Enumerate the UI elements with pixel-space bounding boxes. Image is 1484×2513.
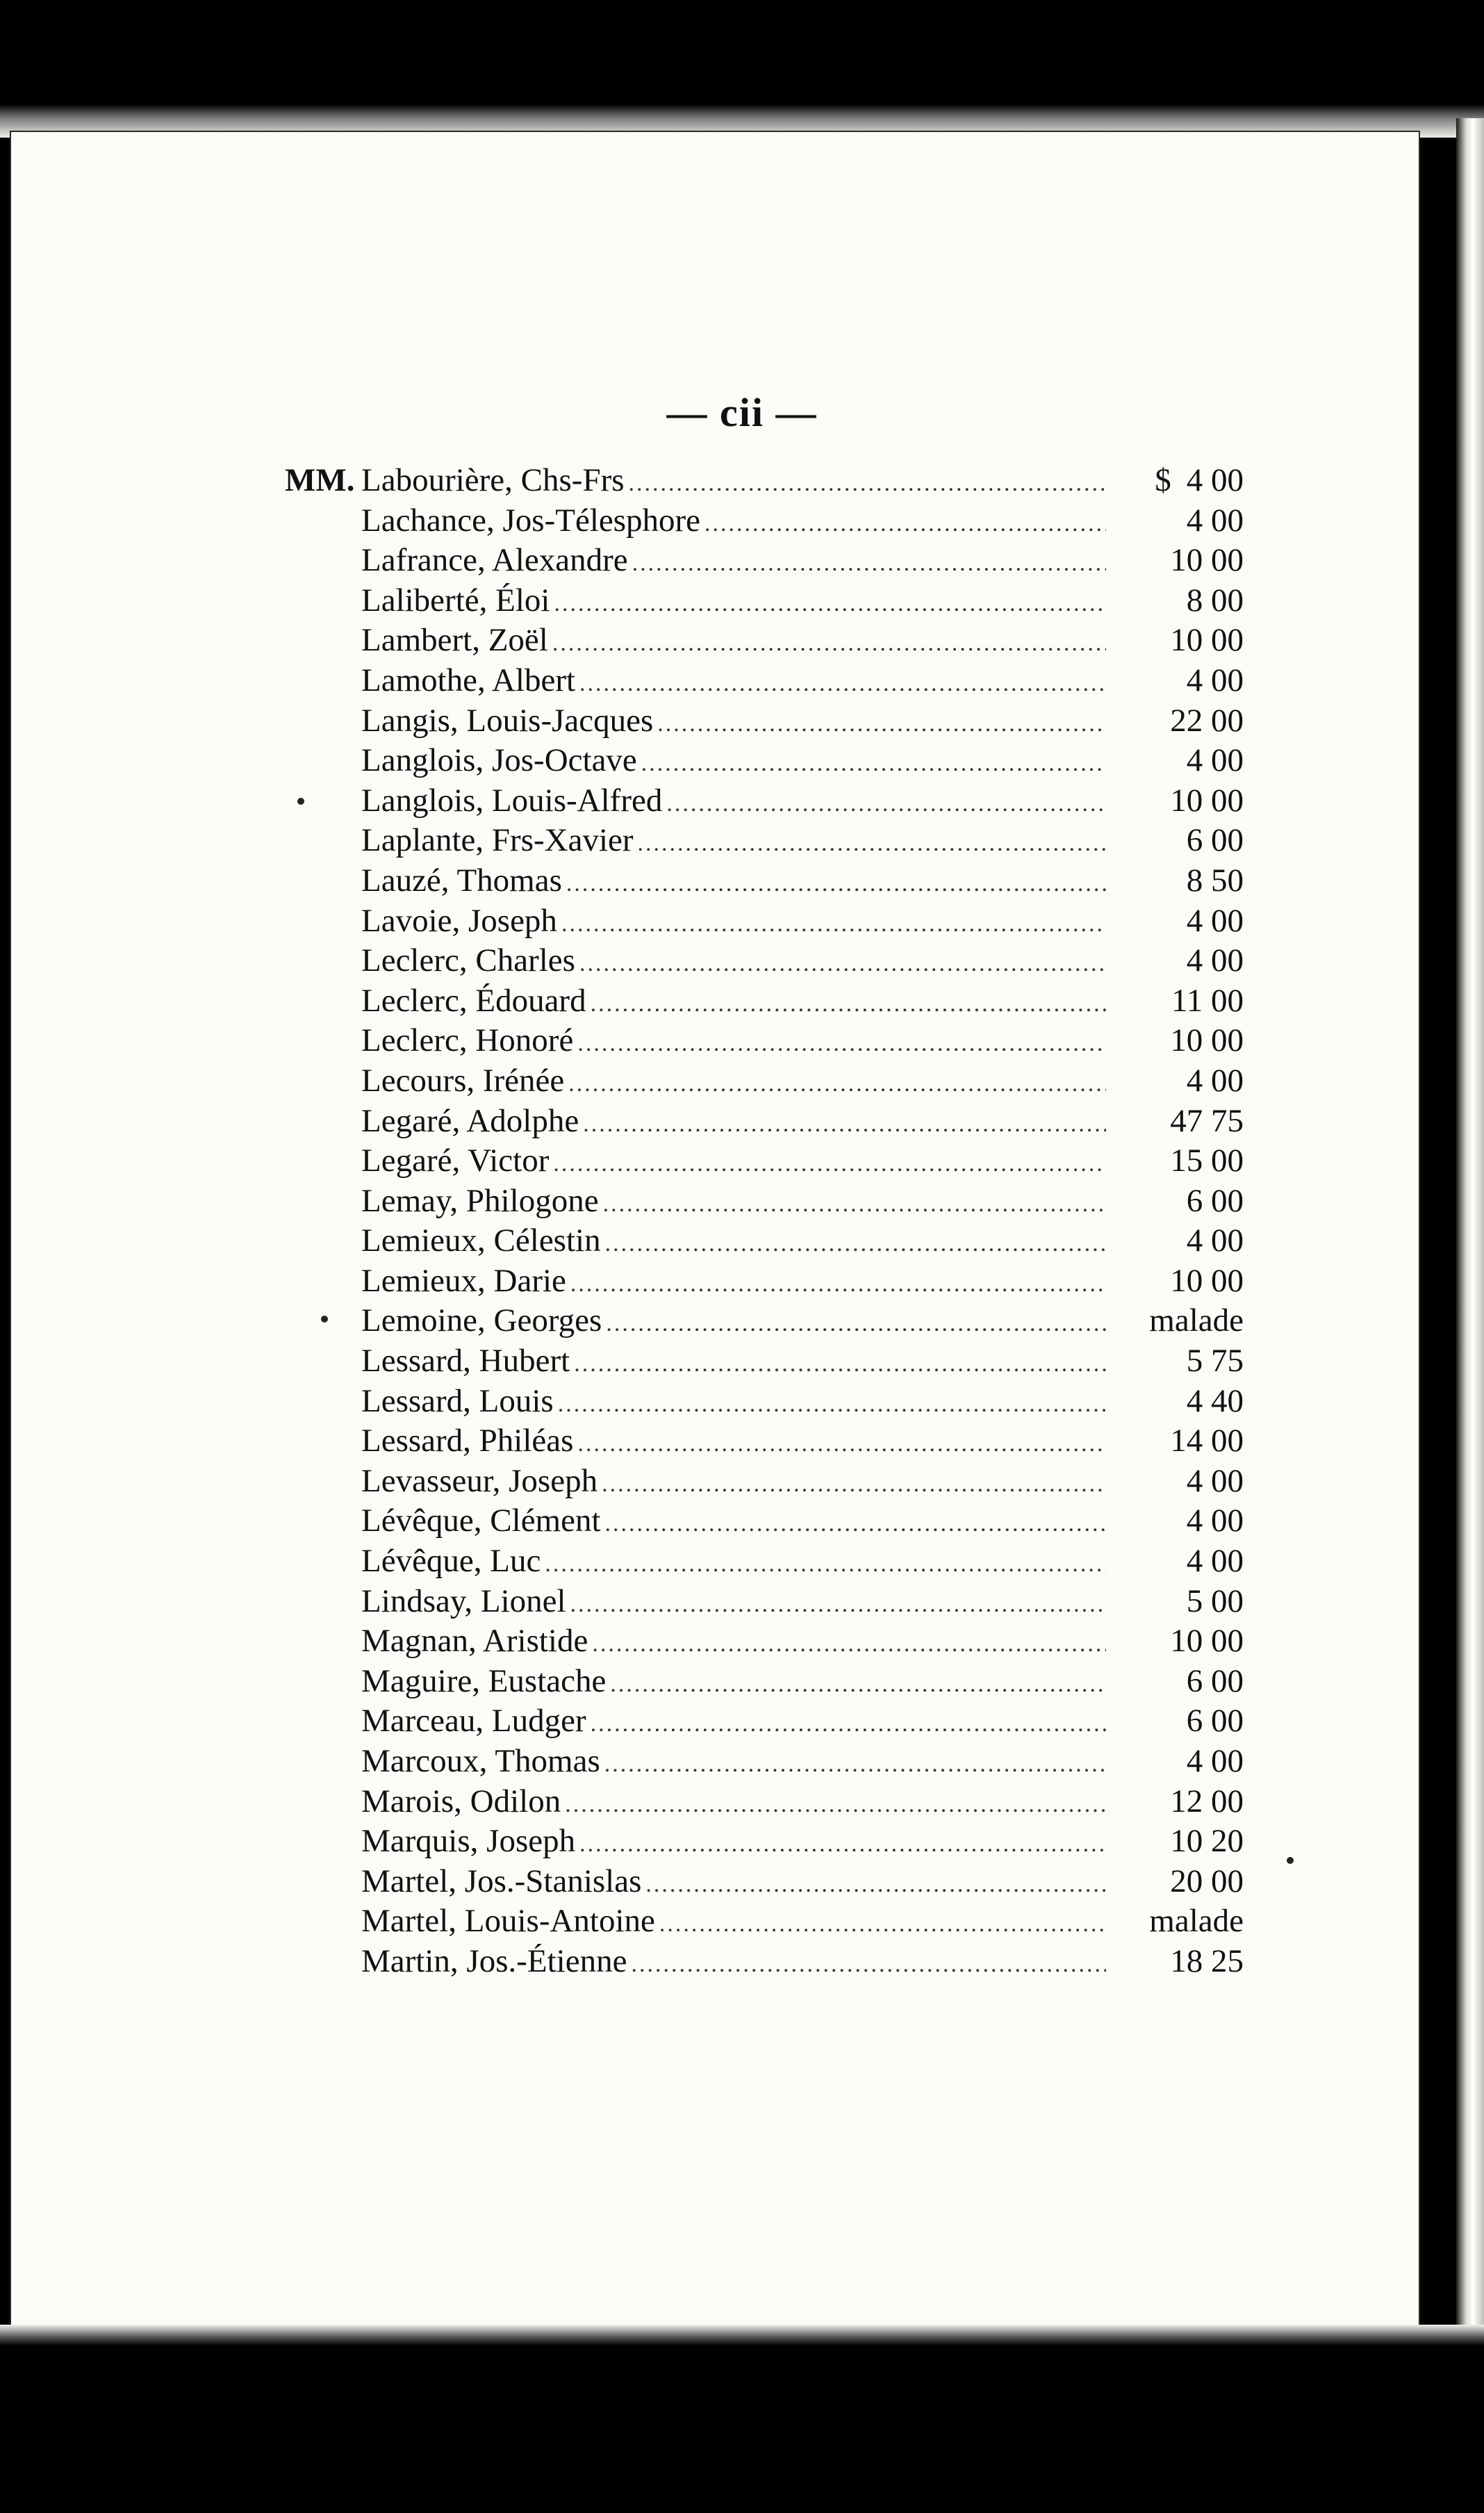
subscriber-name: Lavoie, Joseph	[361, 902, 557, 939]
list-item	[285, 1742, 1244, 1783]
subscriber-name: Lachance, Jos-Télesphore	[361, 502, 701, 539]
list-item	[285, 1582, 1244, 1623]
dot-leader	[577, 1031, 1106, 1057]
subscription-amount: 10 00	[1170, 1262, 1244, 1299]
dot-leader	[604, 1751, 1106, 1778]
dot-leader	[638, 830, 1106, 857]
dot-leader	[583, 1111, 1106, 1138]
subscription-amount: 4 00	[1186, 1222, 1244, 1259]
subscription-amount: 14 00	[1170, 1423, 1244, 1459]
list-item	[285, 862, 1244, 902]
dot-leader	[591, 991, 1106, 1017]
dot-leader	[570, 1591, 1106, 1618]
list-item	[285, 1222, 1244, 1262]
list-item	[285, 1662, 1244, 1703]
subscriber-name: Leclerc, Édouard	[361, 982, 586, 1019]
dot-leader	[666, 791, 1106, 817]
subscriber-name: Lessard, Louis	[361, 1382, 554, 1419]
subscriber-name: Laplante, Frs-Xavier	[361, 822, 634, 859]
subscriber-list	[285, 461, 1244, 1983]
subscription-amount: malade	[1149, 1903, 1244, 1940]
list-item	[285, 1462, 1244, 1503]
subscriber-name: Langlois, Jos-Octave	[361, 742, 637, 779]
subscription-amount	[1106, 461, 1244, 499]
subscription-amount: 6 00	[1186, 1182, 1244, 1219]
dot-leader	[553, 1151, 1106, 1177]
list-item	[285, 582, 1244, 622]
subscription-amount: 10 20	[1170, 1823, 1244, 1860]
subscription-amount: 18 25	[1170, 1942, 1244, 1979]
list-item	[285, 461, 1244, 502]
subscriber-name: Langis, Louis-Jacques	[361, 702, 654, 739]
subscriber-name: Marquis, Joseph	[361, 1823, 576, 1860]
currency-symbol: $	[1155, 462, 1171, 498]
dot-leader	[645, 1872, 1106, 1898]
dot-leader	[591, 1711, 1106, 1737]
page-number-heading: — cii —	[666, 390, 818, 435]
subscription-amount: 6 00	[1186, 822, 1244, 859]
subscription-amount: 4 00	[1186, 502, 1244, 539]
subscriber-name: Lindsay, Lionel	[361, 1582, 566, 1619]
dot-leader	[606, 1311, 1106, 1337]
subscription-amount: 4 00	[1186, 662, 1244, 698]
subscriber-name: Lamothe, Albert	[361, 662, 576, 698]
subscription-amount: 47 75	[1170, 1102, 1244, 1139]
list-item	[285, 1182, 1244, 1222]
subscriber-name: Martel, Jos.-Stanislas	[361, 1863, 642, 1899]
page-right-edge	[1456, 118, 1484, 2342]
dot-leader	[610, 1671, 1106, 1698]
list-item	[285, 1342, 1244, 1382]
list-item	[285, 1102, 1244, 1143]
list-item	[285, 1902, 1244, 1942]
subscriber-name: Labourière, Chs-Frs	[361, 462, 625, 498]
list-item	[285, 742, 1244, 782]
list-item	[285, 1942, 1244, 1983]
dot-leader	[605, 1231, 1106, 1257]
subscriber-name: Lauzé, Thomas	[361, 862, 562, 899]
list-item	[285, 702, 1244, 742]
subscription-amount: 4 00	[1186, 1462, 1244, 1499]
margin-dot	[297, 798, 304, 805]
dot-leader	[657, 711, 1106, 737]
subscriber-name: Laliberté, Éloi	[361, 582, 550, 619]
list-item	[285, 1542, 1244, 1582]
dot-leader	[577, 1431, 1106, 1457]
subscriber-name: Martin, Jos.-Étienne	[361, 1942, 627, 1979]
list-item	[285, 541, 1244, 582]
subscription-amount: 5 00	[1186, 1582, 1244, 1619]
list-item	[285, 902, 1244, 942]
subscription-amount: 20 00	[1170, 1863, 1244, 1899]
amount-value: 4 00	[1186, 462, 1244, 498]
subscription-amount: 12 00	[1170, 1783, 1244, 1819]
list-item	[285, 1702, 1244, 1742]
list-item	[285, 662, 1244, 702]
subscriber-name: Marcoux, Thomas	[361, 1743, 600, 1779]
subscription-amount: 22 00	[1170, 702, 1244, 739]
subscriber-name: Magnan, Aristide	[361, 1623, 588, 1660]
subscription-amount: 4 00	[1186, 1543, 1244, 1580]
list-item	[285, 942, 1244, 982]
subscriber-name: Lafrance, Alexandre	[361, 542, 628, 579]
dot-leader	[641, 751, 1106, 777]
subscriber-name: Lessard, Hubert	[361, 1343, 570, 1380]
dot-leader	[629, 470, 1106, 497]
subscriber-name: Marois, Odilon	[361, 1783, 561, 1819]
subscription-amount: 10 00	[1170, 782, 1244, 819]
subscription-amount: 6 00	[1186, 1662, 1244, 1699]
subscriber-name: Martel, Louis-Antoine	[361, 1903, 655, 1940]
dot-leader	[631, 1951, 1106, 1978]
subscriber-name: Legaré, Victor	[361, 1143, 550, 1179]
subscription-amount: 5 75	[1186, 1343, 1244, 1380]
dot-leader	[579, 951, 1106, 977]
subscriber-name: Leclerc, Charles	[361, 942, 575, 979]
margin-dot	[1287, 1857, 1294, 1864]
list-item	[285, 1822, 1244, 1863]
dot-leader	[605, 1511, 1106, 1537]
dot-leader	[554, 591, 1106, 617]
list-item	[285, 1142, 1244, 1182]
subscription-amount: 4 40	[1186, 1382, 1244, 1419]
subscription-amount: 4 00	[1186, 742, 1244, 779]
subscription-amount: 4 00	[1186, 1503, 1244, 1539]
dot-leader	[552, 630, 1106, 657]
dot-leader	[561, 911, 1106, 938]
subscription-amount: malade	[1149, 1302, 1244, 1339]
subscription-amount: 4 00	[1186, 942, 1244, 979]
subscription-amount: 11 00	[1171, 982, 1244, 1019]
list-item	[285, 782, 1244, 822]
subscriber-name: Lecours, Irénée	[361, 1062, 565, 1099]
list-item	[285, 1262, 1244, 1302]
honorific-prefix: MM.	[285, 462, 355, 498]
dot-leader	[704, 511, 1106, 537]
subscriber-name: Langlois, Louis-Alfred	[361, 782, 663, 819]
subscriber-name: Lemieux, Célestin	[361, 1222, 601, 1259]
subscription-amount: 10 00	[1170, 1022, 1244, 1059]
list-item	[285, 1622, 1244, 1662]
subscription-amount: 6 00	[1186, 1703, 1244, 1740]
dot-leader	[579, 671, 1106, 697]
dot-leader	[558, 1391, 1106, 1418]
list-item	[285, 1022, 1244, 1062]
subscriber-name: Lambert, Zoël	[361, 622, 548, 659]
subscriber-name: Legaré, Adolphe	[361, 1102, 579, 1139]
subscription-amount: 15 00	[1170, 1143, 1244, 1179]
dot-leader	[632, 550, 1106, 577]
subscription-amount: 4 00	[1186, 1062, 1244, 1099]
list-item	[285, 1062, 1244, 1102]
list-item	[285, 982, 1244, 1022]
subscriber-name: Lemieux, Darie	[361, 1262, 566, 1299]
list-item	[285, 1502, 1244, 1542]
list-item	[285, 1422, 1244, 1462]
dot-leader	[602, 1471, 1106, 1498]
subscription-amount: 8 00	[1186, 582, 1244, 619]
dot-leader	[570, 1271, 1106, 1298]
list-item	[285, 821, 1244, 862]
subscriber-name: Lessard, Philéas	[361, 1423, 574, 1459]
dot-leader	[568, 1071, 1106, 1097]
dot-leader	[579, 1831, 1106, 1858]
subscriber-name: Marceau, Ludger	[361, 1703, 586, 1740]
subscriber-name: Lemoine, Georges	[361, 1302, 602, 1339]
subscriber-name: Lemay, Philogone	[361, 1182, 599, 1219]
dot-leader	[603, 1191, 1106, 1218]
subscriber-name: Levasseur, Joseph	[361, 1462, 598, 1499]
subscription-amount: 10 00	[1170, 1623, 1244, 1660]
dot-leader	[545, 1551, 1106, 1578]
list-item	[285, 1863, 1244, 1903]
subscription-amount: 8 50	[1186, 862, 1244, 899]
list-item	[285, 1783, 1244, 1823]
dot-leader	[592, 1631, 1106, 1657]
margin-dot	[321, 1316, 328, 1323]
dot-leader	[565, 1792, 1106, 1818]
subscription-amount: 4 00	[1186, 1743, 1244, 1779]
list-item	[285, 1382, 1244, 1423]
subscription-amount: 10 00	[1170, 542, 1244, 579]
subscriber-name: Lévêque, Luc	[361, 1543, 541, 1580]
dot-leader	[574, 1351, 1106, 1377]
subscriber-name: Maguire, Eustache	[361, 1662, 607, 1699]
list-item	[285, 621, 1244, 662]
page-bottom-edge	[0, 2325, 1484, 2346]
subscription-amount: 4 00	[1186, 902, 1244, 939]
list-item	[285, 1302, 1244, 1342]
subscription-amount: 10 00	[1170, 622, 1244, 659]
subscriber-name: Lévêque, Clément	[361, 1503, 601, 1539]
subscriber-name: Leclerc, Honoré	[361, 1022, 574, 1059]
dot-leader	[566, 871, 1106, 897]
list-item	[285, 502, 1244, 542]
dot-leader	[659, 1911, 1106, 1938]
